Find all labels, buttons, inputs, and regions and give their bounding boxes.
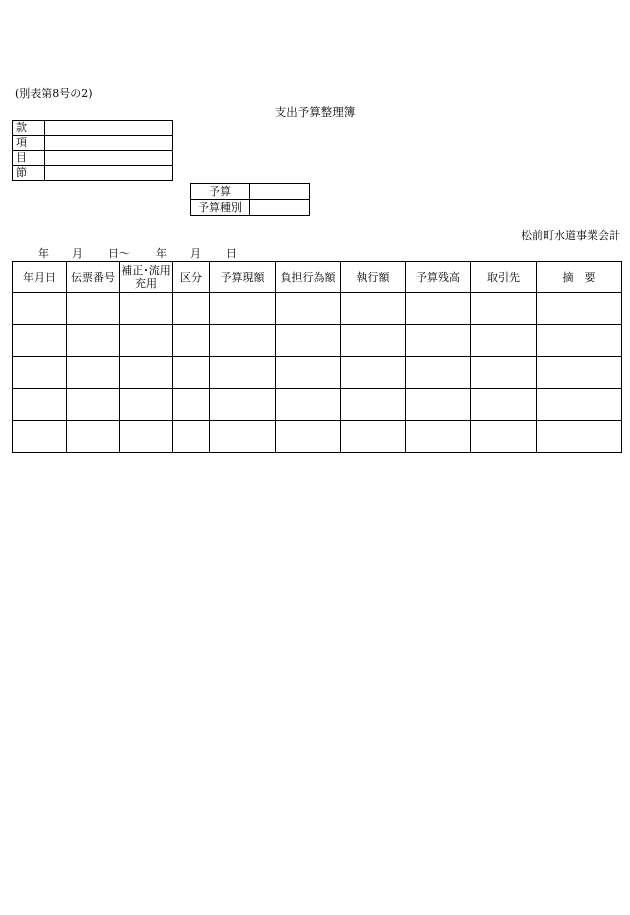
ledger-cell xyxy=(406,389,471,421)
ledger-cell xyxy=(173,293,210,325)
ledger-header-cell: 年月日 xyxy=(13,262,67,293)
ledger-cell xyxy=(210,293,276,325)
label-budget: 予算 xyxy=(191,184,250,200)
value-budget xyxy=(250,184,310,200)
period-to-year: 年 xyxy=(156,247,167,260)
ledger-cell xyxy=(341,357,406,389)
ledger-row xyxy=(13,421,622,453)
classification-row-setsu xyxy=(13,166,173,181)
ledger-cell xyxy=(276,293,341,325)
ledger-cell xyxy=(471,325,537,357)
ledger-cell xyxy=(173,421,210,453)
ledger-row xyxy=(13,357,622,389)
ledger-cell xyxy=(276,421,341,453)
ledger-cell xyxy=(210,357,276,389)
budget-row-type xyxy=(191,200,310,216)
budget-table xyxy=(190,183,310,216)
ledger-cell xyxy=(210,389,276,421)
classification-table xyxy=(12,120,173,181)
classification-row-kan xyxy=(13,121,173,136)
ledger-cell xyxy=(341,389,406,421)
ledger-cell xyxy=(276,389,341,421)
classification-row-moku xyxy=(13,151,173,166)
ledger-cell xyxy=(471,357,537,389)
ledger-cell xyxy=(471,421,537,453)
ledger-header-cell: 取引先 xyxy=(471,262,537,293)
ledger-cell xyxy=(406,325,471,357)
ledger-header-cell: 摘 要 xyxy=(537,262,622,293)
ledger-cell xyxy=(471,293,537,325)
ledger-cell xyxy=(537,357,622,389)
ledger-cell xyxy=(120,293,173,325)
ledger-row xyxy=(13,325,622,357)
ledger-table xyxy=(12,261,622,453)
label-moku: 目 xyxy=(13,151,45,166)
ledger-row xyxy=(13,293,622,325)
period-to-day: 日 xyxy=(226,247,237,260)
ledger-cell xyxy=(67,389,120,421)
ledger-cell xyxy=(406,293,471,325)
classification-row-kou xyxy=(13,136,173,151)
ledger-cell xyxy=(120,421,173,453)
ledger-cell xyxy=(13,421,67,453)
ledger-row xyxy=(13,389,622,421)
ledger-cell xyxy=(67,325,120,357)
ledger-cell xyxy=(173,325,210,357)
ledger-cell xyxy=(13,389,67,421)
form-number: (別表第8号の2) xyxy=(15,87,93,100)
ledger-cell xyxy=(537,421,622,453)
ledger-header-row xyxy=(13,262,622,293)
ledger-header-cell: 予算残高 xyxy=(406,262,471,293)
ledger-header-cell: 執行額 xyxy=(341,262,406,293)
ledger-cell xyxy=(13,357,67,389)
ledger-header-cell: 予算現額 xyxy=(210,262,276,293)
ledger-cell xyxy=(173,389,210,421)
ledger-cell xyxy=(13,325,67,357)
value-kou xyxy=(45,136,173,151)
ledger-header-cell: 負担行為額 xyxy=(276,262,341,293)
ledger-cell xyxy=(341,325,406,357)
value-budget-type xyxy=(250,200,310,216)
ledger-header-cell: 伝票番号 xyxy=(67,262,120,293)
ledger-cell xyxy=(67,293,120,325)
ledger-cell xyxy=(537,325,622,357)
ledger-cell xyxy=(120,357,173,389)
document-title: 支出予算整理簿 xyxy=(274,105,356,119)
ledger-cell xyxy=(276,325,341,357)
ledger-cell xyxy=(120,325,173,357)
organization-name: 松前町水道事業会計 xyxy=(521,229,620,242)
value-kan xyxy=(45,121,173,136)
label-kou: 項 xyxy=(13,136,45,151)
period-from-day: 日〜 xyxy=(108,247,130,260)
ledger-cell xyxy=(67,357,120,389)
ledger-cell xyxy=(210,421,276,453)
label-budget-type: 予算種別 xyxy=(191,200,250,216)
budget-row-amount xyxy=(191,184,310,200)
label-setsu: 節 xyxy=(13,166,45,181)
ledger-cell xyxy=(13,293,67,325)
period-line xyxy=(38,245,246,261)
ledger-cell xyxy=(537,389,622,421)
ledger-cell xyxy=(537,293,622,325)
ledger-cell xyxy=(276,357,341,389)
value-moku xyxy=(45,151,173,166)
period-to-month: 月 xyxy=(190,247,201,260)
period-from-year: 年 xyxy=(38,247,49,260)
ledger-cell xyxy=(471,389,537,421)
ledger-cell xyxy=(341,421,406,453)
ledger-cell xyxy=(341,293,406,325)
label-kan: 款 xyxy=(13,121,45,136)
ledger-cell xyxy=(210,325,276,357)
ledger-cell xyxy=(406,421,471,453)
value-setsu xyxy=(45,166,173,181)
ledger-header-cell: 補正･流用 充用 xyxy=(120,262,173,293)
ledger-cell xyxy=(67,421,120,453)
ledger-cell xyxy=(120,389,173,421)
ledger-header-cell: 区分 xyxy=(173,262,210,293)
ledger-cell xyxy=(406,357,471,389)
period-from-month: 月 xyxy=(72,247,83,260)
ledger-cell xyxy=(173,357,210,389)
